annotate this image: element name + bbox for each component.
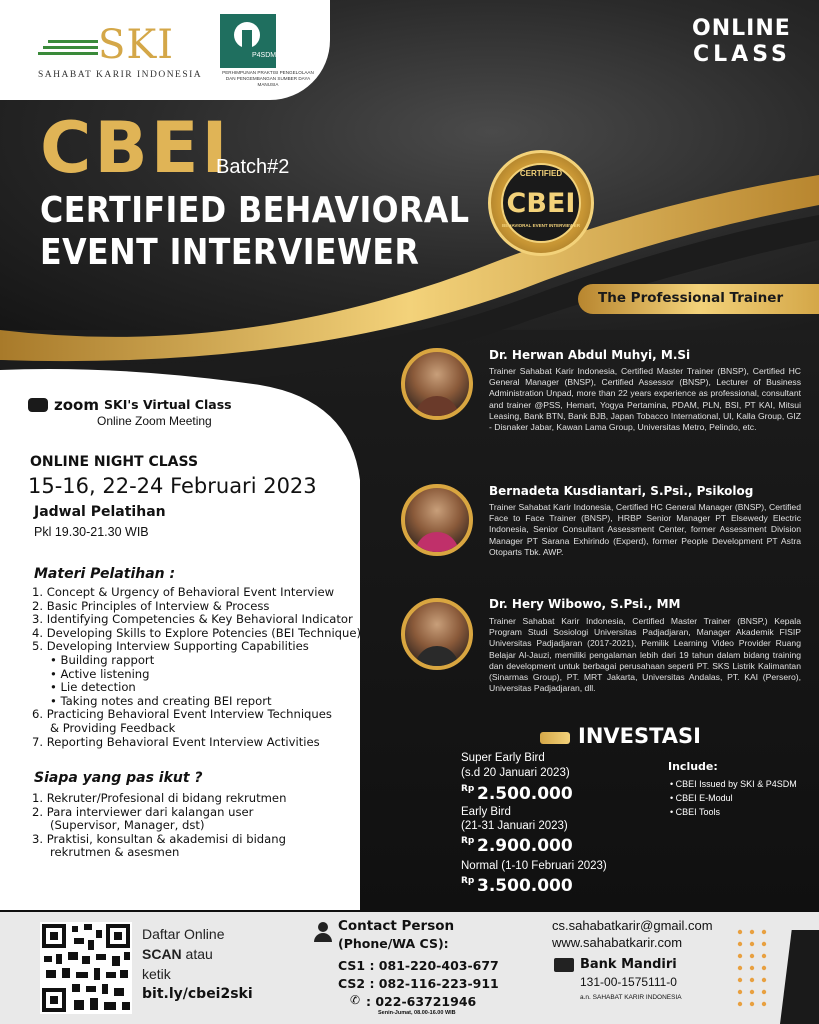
list-item: (Supervisor, Manager, dst) bbox=[50, 818, 205, 833]
trainer-3-bio: Trainer Sahabat Karir Indonesia, Certified Master Trainer (BNSP,) Kepala Program Studi Sosiologi Universitas Padjadjaran, Manager Akademik FISIP Universitas Padjadjaran (2017-2021), Pemilik Learning Video Provider Ruang Belajar Al-Jauzi, memiliki pengalaman lebih dari 19 tahun dalam bidang training dan development untuk berbagai perusahaan seperti PT. SKS Listrik Kalimantan (Sinarmas Group), PT. MRT Jakarta, Universitas Andalas, PT. KAI (Persero), Universitas Padjadjaran, dll. bbox=[489, 616, 801, 694]
jadwal-time: Pkl 19.30-21.30 WIB bbox=[34, 525, 149, 539]
list-item: • Lie detection bbox=[50, 680, 136, 695]
early-date: (21-31 Januari 2023) bbox=[461, 820, 568, 832]
money-icon bbox=[540, 732, 570, 744]
currency-2: Rp bbox=[461, 836, 475, 846]
list-item: 1. Rekruter/Profesional di bidang rekrutmen bbox=[32, 791, 287, 805]
bank-name: Bank Mandiri bbox=[580, 957, 677, 972]
list-item: 5. Developing Interview Supporting Capabilities bbox=[32, 639, 309, 654]
zoom-icon bbox=[28, 398, 48, 412]
email-link[interactable]: cs.sahabatkarir@gmail.com bbox=[552, 918, 713, 933]
cs1-phone[interactable]: CS1 : 081-220-403-677 bbox=[338, 958, 499, 973]
trainer-3-name: Dr. Hery Wibowo, S.Psi., MM bbox=[489, 597, 681, 611]
zoom-title: SKI's Virtual Class bbox=[104, 397, 232, 412]
daftar-label: Daftar Online bbox=[142, 926, 225, 942]
list-item: 1. Concept & Urgency of Behavioral Event Interview bbox=[32, 585, 335, 599]
price-early: 2.900.000 bbox=[477, 836, 573, 856]
online-label: ONLINE bbox=[692, 16, 791, 41]
bank-account: 131-00-1575111-0 bbox=[580, 975, 677, 989]
trainer-1-photo bbox=[401, 348, 473, 420]
trainer-header-tab: The Professional Trainer bbox=[578, 284, 819, 314]
registration-link[interactable]: bit.ly/cbei2ski bbox=[142, 986, 253, 1002]
price-normal: 3.500.000 bbox=[477, 876, 573, 896]
office-hours: Senin-Jumat, 08.00-16.00 WIB bbox=[378, 1010, 456, 1016]
bank-icon bbox=[554, 958, 574, 972]
normal-label: Normal (1-10 Februari 2023) bbox=[461, 860, 607, 872]
list-item: & Providing Feedback bbox=[50, 720, 176, 735]
bank-account-name: a.n. SAHABAT KARIR INDONESIA bbox=[580, 994, 682, 1001]
trainer-2-bio: Trainer Sahabat Karir Indonesia, Certified HC General Manager (BNSP), Certified Face to Face Trainer (BNSP), HRBP Senior Manager PT Elsewedy Electric Indonesia, Senior Consultant Assessment Center, former Assessment Division Manager PT Sarana Exhirindo (Experd), former People Development PT Astra Otoparts Tbk. AWP. bbox=[489, 502, 801, 557]
class-label: CLASS bbox=[693, 42, 791, 67]
office-phone[interactable]: : 022-63721946 bbox=[366, 994, 477, 1009]
p4sdm-logo: P4SDM bbox=[220, 14, 276, 68]
list-item: • Taking notes and creating BEI report bbox=[50, 693, 272, 708]
ketik-label: ketik bbox=[142, 966, 171, 982]
list-item: • CBEI Tools bbox=[670, 807, 721, 817]
trainer-1-bio: Trainer Sahabat Karir Indonesia, Certified Master Trainer (BNSP), Certified HC General Manager (BNSP), Certified Assessor (BNSP), Lecturer of Business Administration Unpad, more than 22 years experience as professional, consultant and trainer @PSS, Hemart, Yogya Pertamina, PDAM, PLN, BSI, PT KAI, Mitsui Leasing, Bank BTN, Bank BJB, Japan Tobacco International, UI, Kalla Group, GIZ - Disnaker Jabar, Kawan Lama Group, Universitas Metro, Pelindo, etc. bbox=[489, 366, 801, 433]
list-item: rekrutmen & asesmen bbox=[50, 845, 180, 860]
super-early-date: (s.d 20 Januari 2023) bbox=[461, 767, 570, 779]
jadwal-heading: Jadwal Pelatihan bbox=[34, 504, 166, 520]
title-line-2: EVENT INTERVIEWER bbox=[40, 232, 420, 273]
cbei-title: CBEI bbox=[40, 107, 231, 189]
class-dates: 15-16, 22-24 Februari 2023 bbox=[28, 474, 317, 498]
decorative-dots bbox=[736, 928, 772, 1020]
early-label: Early Bird bbox=[461, 806, 511, 818]
investasi-heading: INVESTASI bbox=[578, 724, 701, 748]
list-item: 3. Identifying Competencies & Key Behavioral Indicator bbox=[32, 612, 353, 627]
list-item: • Active listening bbox=[50, 666, 150, 681]
zoom-subtitle: Online Zoom Meeting bbox=[97, 414, 212, 428]
currency-1: Rp bbox=[461, 784, 475, 794]
list-item: • Building rapport bbox=[50, 652, 155, 667]
list-item: 6. Practicing Behavioral Event Interview Techniques bbox=[32, 707, 332, 722]
siapa-list bbox=[32, 792, 362, 860]
batch-label: Batch#2 bbox=[216, 156, 290, 178]
scan-line: SCAN atau bbox=[142, 946, 213, 962]
ski-tagline: SAHABAT KARIR INDONESIA bbox=[38, 70, 203, 80]
siapa-heading: Siapa yang pas ikut ? bbox=[34, 770, 203, 786]
contact-title: Contact Person bbox=[338, 918, 455, 934]
phone-icon: ✆ bbox=[350, 993, 361, 1007]
contact-subtitle: (Phone/WA CS): bbox=[338, 936, 449, 951]
list-item: 2. Basic Principles of Interview & Process bbox=[32, 598, 270, 613]
night-class-label: ONLINE NIGHT CLASS bbox=[30, 454, 199, 470]
include-list bbox=[670, 777, 797, 819]
list-item: 4. Developing Skills to Explore Potencies (BEI Technique) bbox=[32, 625, 362, 640]
currency-3: Rp bbox=[461, 876, 475, 886]
ski-logo-stripes bbox=[38, 36, 98, 62]
list-item: 2. Para interviewer dari kalangan user bbox=[32, 804, 254, 819]
website-link[interactable]: www.sahabatkarir.com bbox=[552, 935, 683, 950]
trainer-3-photo bbox=[401, 598, 473, 670]
super-early-label: Super Early Bird bbox=[461, 752, 545, 764]
title-line-1: CERTIFIED BEHAVIORAL bbox=[40, 190, 470, 231]
list-item: 3. Praktisi, konsultan & akademisi di bidang bbox=[32, 831, 286, 846]
list-item: • CBEI E-Modul bbox=[670, 793, 733, 803]
include-heading: Include: bbox=[668, 760, 718, 773]
qr-code-icon[interactable] bbox=[40, 922, 132, 1014]
list-item: 7. Reporting Behavioral Event Interview Activities bbox=[32, 734, 320, 749]
price-super-early: 2.500.000 bbox=[477, 784, 573, 804]
trainer-2-photo bbox=[401, 484, 473, 556]
zoom-brand: zoom bbox=[54, 396, 99, 414]
p4sdm-caption: PERHIMPUNAN PRAKTISI PENGELOLAAN DAN PENGEMBANGAN SUMBER DAYA MANUSIA bbox=[222, 70, 314, 87]
person-icon bbox=[314, 922, 332, 942]
list-item: • CBEI Issued by SKI & P4SDM bbox=[670, 779, 797, 789]
ski-logo-text: SKI bbox=[98, 22, 175, 68]
cbei-badge: CERTIFIED CBEI BEHAVIORAL EVENT INTERVIEWER bbox=[488, 150, 594, 256]
materi-heading: Materi Pelatihan : bbox=[34, 566, 176, 582]
trainer-1-name: Dr. Herwan Abdul Muhyi, M.Si bbox=[489, 348, 691, 362]
materi-list bbox=[32, 586, 362, 749]
cs2-phone[interactable]: CS2 : 082-116-223-911 bbox=[338, 976, 499, 991]
trainer-2-name: Bernadeta Kusdiantari, S.Psi., Psikolog bbox=[489, 484, 754, 498]
